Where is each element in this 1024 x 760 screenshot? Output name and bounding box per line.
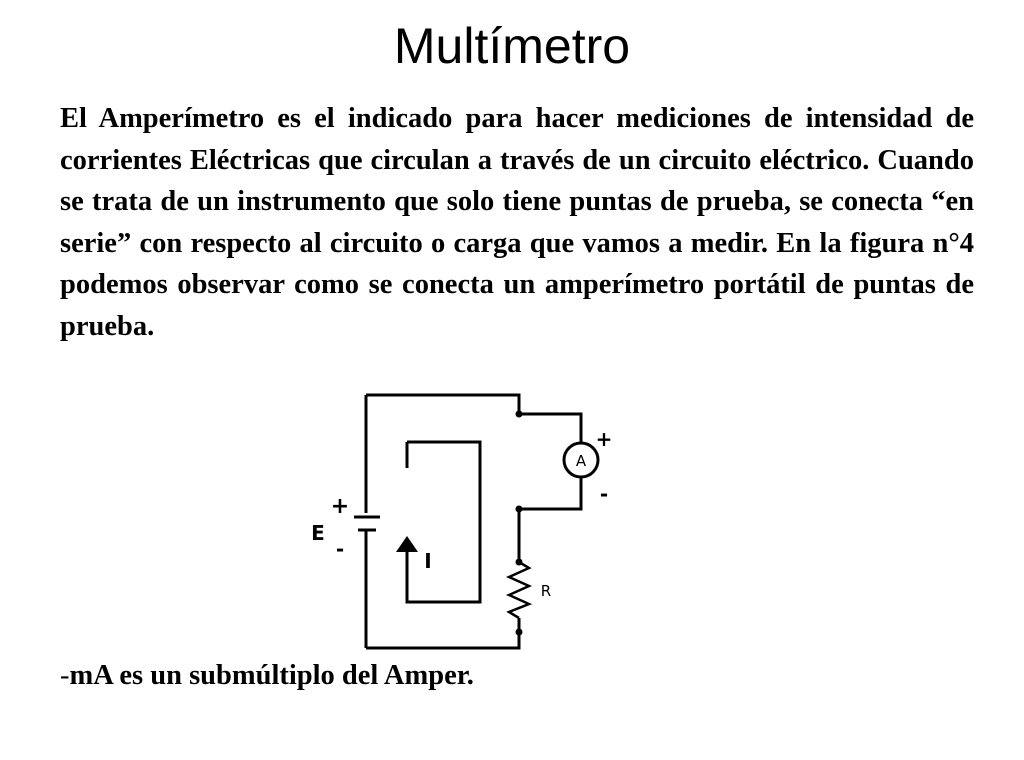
ammeter-return-wire: [519, 478, 581, 509]
source-plus-label: +: [330, 494, 350, 519]
resistor-zigzag: [509, 562, 529, 618]
ammeter-circuit-diagram: [300, 390, 630, 660]
current-label: I: [424, 549, 432, 573]
junction-node: [516, 506, 523, 513]
ammeter-minus-label: -: [599, 482, 609, 506]
ammeter-branch-wire: [519, 414, 581, 442]
bottom-wire: [366, 618, 519, 648]
footnote-dash: -: [60, 660, 70, 691]
footnote-text: mA es un submúltiplo del Amper.: [69, 660, 474, 691]
junction-node: [516, 629, 523, 636]
footnote: [60, 656, 474, 696]
source-minus-label: -: [335, 537, 345, 561]
source-label: E: [311, 521, 325, 545]
slide-title: Multímetro: [393, 18, 631, 74]
ammeter-label: A: [575, 452, 587, 470]
current-loop: [407, 442, 480, 602]
current-arrow-icon: [396, 536, 418, 552]
junction-node: [516, 411, 523, 418]
body-paragraph: El Amperímetro es el indicado para hacer mediciones de intensidad de corrientes Eléctricas que circulan a través de un circuito eléctrico. Cuando se trata de un instrumento que solo tiene puntas de prueba, se conecta “en serie” con respecto al circuito o carga que vamos a medir. En la figura n°4 podemos observar como se conecta un amperímetro portátil de puntas de prueba.: [60, 103, 974, 342]
ammeter-plus-label: +: [595, 427, 613, 451]
junction-node: [516, 559, 523, 566]
top-wire: [366, 395, 519, 414]
resistor-label: R: [540, 582, 552, 600]
